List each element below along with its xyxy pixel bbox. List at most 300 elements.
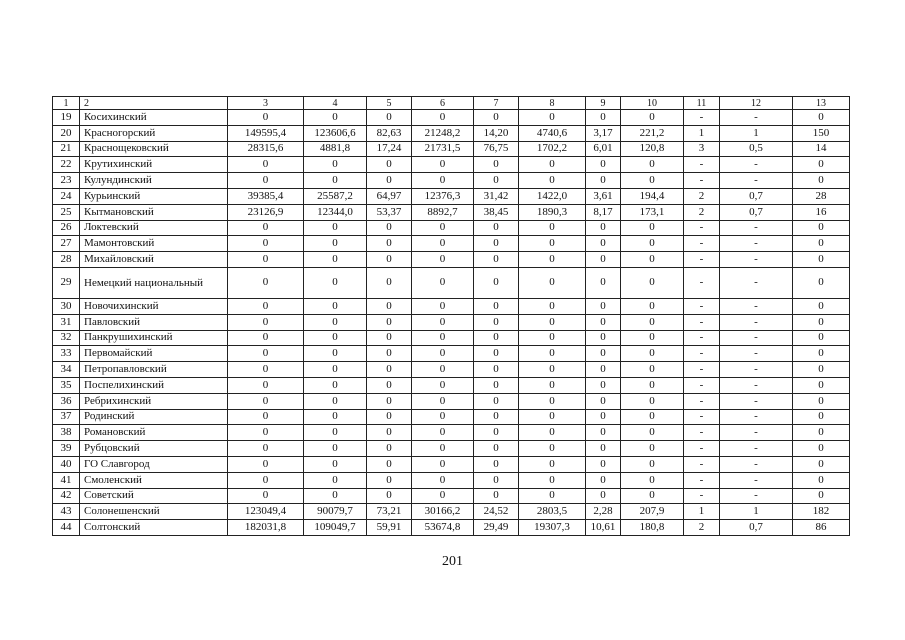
value-cell: 0 [474,314,519,330]
district-name-cell: ГО Славгород [80,456,228,472]
value-cell: 0 [228,377,304,393]
value-cell: 0 [304,252,367,268]
value-cell: 0 [304,425,367,441]
value-cell: - [684,472,720,488]
value-cell: 0 [228,393,304,409]
value-cell: 13 [793,97,850,110]
value-cell: - [720,220,793,236]
value-cell: 207,9 [621,504,684,520]
value-cell: 0 [793,472,850,488]
row-number-cell: 40 [53,456,80,472]
value-cell: - [720,173,793,189]
district-name-cell: Кытмановский [80,204,228,220]
value-cell: 123606,6 [304,125,367,141]
value-cell: 11 [684,97,720,110]
value-cell: 29,49 [474,520,519,536]
value-cell: 221,2 [621,125,684,141]
value-cell: 0 [474,267,519,298]
value-cell: 5 [367,97,412,110]
value-cell: 1 [720,504,793,520]
value-cell: 0 [793,441,850,457]
value-cell: 0 [367,425,412,441]
row-number-cell: 44 [53,520,80,536]
value-cell: - [684,409,720,425]
value-cell: 0 [304,267,367,298]
value-cell: 0 [586,252,621,268]
district-name-cell: Мамонтовский [80,236,228,252]
value-cell: 0 [367,173,412,189]
value-cell: - [720,330,793,346]
table-row [53,488,850,504]
value-cell: 0 [519,393,586,409]
district-name-cell: Кулундинский [80,173,228,189]
value-cell: 4740,6 [519,125,586,141]
value-cell: 0 [304,409,367,425]
row-number-cell: 24 [53,188,80,204]
value-cell: 0 [304,314,367,330]
value-cell: 0 [519,267,586,298]
value-cell: 0 [304,220,367,236]
value-cell: 0 [621,236,684,252]
value-cell: 0 [621,441,684,457]
value-cell: 28315,6 [228,141,304,157]
value-cell: 0 [228,472,304,488]
value-cell: 0 [621,110,684,126]
value-cell: 0 [519,472,586,488]
value-cell: 23126,9 [228,204,304,220]
row-number-cell: 1 [53,97,80,110]
value-cell: 0 [412,314,474,330]
value-cell: 0 [228,252,304,268]
district-name-cell: Локтевский [80,220,228,236]
value-cell: 0 [474,472,519,488]
value-cell: - [720,267,793,298]
value-cell: 173,1 [621,204,684,220]
table-row [53,141,850,157]
value-cell: 0 [586,472,621,488]
row-number-cell: 23 [53,173,80,189]
district-name-cell: Красногорский [80,125,228,141]
value-cell: - [720,425,793,441]
row-number-cell: 30 [53,298,80,314]
value-cell: 0 [474,236,519,252]
value-cell: 0 [474,456,519,472]
value-cell: 0 [474,409,519,425]
value-cell: - [720,441,793,457]
value-cell: - [684,298,720,314]
district-name-cell: Петропавловский [80,362,228,378]
value-cell: - [684,362,720,378]
table-row [53,456,850,472]
value-cell: 0 [367,377,412,393]
table-row [53,298,850,314]
value-cell: 39385,4 [228,188,304,204]
value-cell: 0 [621,377,684,393]
value-cell: 0 [474,377,519,393]
value-cell: 0 [228,425,304,441]
value-cell: 0 [621,472,684,488]
value-cell: 17,24 [367,141,412,157]
value-cell: 0 [519,298,586,314]
value-cell: - [720,252,793,268]
value-cell: 0 [474,220,519,236]
value-cell: 0 [412,346,474,362]
value-cell: 0 [586,110,621,126]
value-cell: - [720,298,793,314]
value-cell: 0 [793,346,850,362]
value-cell: - [720,110,793,126]
table-row [53,377,850,393]
value-cell: - [684,110,720,126]
value-cell: 64,97 [367,188,412,204]
value-cell: - [684,441,720,457]
value-cell: 16 [793,204,850,220]
row-number-cell: 28 [53,252,80,268]
value-cell: 0 [519,110,586,126]
row-number-cell: 29 [53,267,80,298]
value-cell: 0 [228,298,304,314]
row-number-cell: 33 [53,346,80,362]
district-name-cell: Смоленский [80,472,228,488]
value-cell: 0 [793,425,850,441]
value-cell: 0 [412,298,474,314]
value-cell: 1 [684,504,720,520]
value-cell: 0 [367,252,412,268]
value-cell: 0 [304,298,367,314]
value-cell: 0 [793,330,850,346]
district-name-cell: Михайловский [80,252,228,268]
value-cell: 0 [586,330,621,346]
table-row [53,252,850,268]
table-row [53,236,850,252]
value-cell: 0 [412,472,474,488]
value-cell: 0 [474,298,519,314]
value-cell: 0 [519,488,586,504]
value-cell: 0 [367,488,412,504]
value-cell: 3 [684,141,720,157]
value-cell: 0 [586,346,621,362]
value-cell: 0 [304,236,367,252]
value-cell: 0 [228,346,304,362]
district-name-cell: Краснощековский [80,141,228,157]
value-cell: 0 [586,220,621,236]
district-name-cell: Рубцовский [80,441,228,457]
value-cell: 0 [304,173,367,189]
value-cell: 0 [519,236,586,252]
page-number: 201 [442,554,463,569]
row-number-cell: 36 [53,393,80,409]
table-row [53,425,850,441]
table-row [53,504,850,520]
value-cell: 0 [621,425,684,441]
value-cell: 0 [519,346,586,362]
district-name-cell: 2 [80,97,228,110]
value-cell: 6,01 [586,141,621,157]
value-cell: 0 [586,314,621,330]
value-cell: 0 [228,362,304,378]
value-cell: 0 [412,157,474,173]
value-cell: 0 [793,488,850,504]
value-cell: 0 [586,377,621,393]
district-name-cell: Крутихинский [80,157,228,173]
value-cell: 10 [621,97,684,110]
row-number-cell: 42 [53,488,80,504]
value-cell: - [684,157,720,173]
value-cell: 0 [412,425,474,441]
value-cell: 0 [586,425,621,441]
value-cell: 25587,2 [304,188,367,204]
value-cell: - [684,346,720,362]
value-cell: 194,4 [621,188,684,204]
value-cell: 0 [367,157,412,173]
value-cell: 0 [367,456,412,472]
value-cell: 31,42 [474,188,519,204]
value-cell: 0 [793,393,850,409]
value-cell: 0 [474,393,519,409]
value-cell: 0 [621,220,684,236]
value-cell: 0,7 [720,520,793,536]
row-number-cell: 25 [53,204,80,220]
value-cell: 0 [367,346,412,362]
value-cell: 86 [793,520,850,536]
value-cell: - [684,252,720,268]
value-cell: 2 [684,520,720,536]
district-name-cell: Первомайский [80,346,228,362]
value-cell: 3 [228,97,304,110]
value-cell: 0 [586,393,621,409]
value-cell: 0 [228,220,304,236]
row-number-cell: 22 [53,157,80,173]
district-name-cell: Павловский [80,314,228,330]
value-cell: 0 [519,157,586,173]
value-cell: 0 [519,252,586,268]
table-row [53,267,850,298]
value-cell: 0 [621,409,684,425]
value-cell: - [684,393,720,409]
value-cell: 4 [304,97,367,110]
value-cell: 0 [793,220,850,236]
table-row [53,314,850,330]
value-cell: - [684,456,720,472]
district-name-cell: Поспелихинский [80,377,228,393]
table-row [53,330,850,346]
value-cell: 0 [621,314,684,330]
row-number-cell: 38 [53,425,80,441]
value-cell: 0 [793,314,850,330]
value-cell: 0 [367,267,412,298]
table-row [53,173,850,189]
value-cell: 0 [412,220,474,236]
value-cell: 1702,2 [519,141,586,157]
value-cell: 182031,8 [228,520,304,536]
value-cell: 0 [621,330,684,346]
value-cell: 0 [793,173,850,189]
data-table [52,96,850,536]
value-cell: 38,45 [474,204,519,220]
value-cell: - [720,314,793,330]
value-cell: 0 [304,441,367,457]
value-cell: 0 [586,409,621,425]
value-cell: 0 [621,393,684,409]
value-cell: 109049,7 [304,520,367,536]
value-cell: 0,7 [720,204,793,220]
value-cell: 0 [793,456,850,472]
value-cell: 8,17 [586,204,621,220]
value-cell: 0 [304,393,367,409]
value-cell: 0 [793,267,850,298]
value-cell: 0 [586,267,621,298]
value-cell: 0 [304,157,367,173]
table-row [53,520,850,536]
district-name-cell: Родинский [80,409,228,425]
value-cell: 0 [412,267,474,298]
value-cell: 0 [228,236,304,252]
value-cell: 0 [367,298,412,314]
district-name-cell: Солонешенский [80,504,228,520]
value-cell: 0 [304,110,367,126]
value-cell: 180,8 [621,520,684,536]
value-cell: 0 [519,330,586,346]
value-cell: 3,61 [586,188,621,204]
district-name-cell: Ребрихинский [80,393,228,409]
value-cell: 12376,3 [412,188,474,204]
value-cell: 0 [474,346,519,362]
value-cell: 14,20 [474,125,519,141]
table-row [53,472,850,488]
value-cell: - [720,362,793,378]
value-cell: 0 [621,346,684,362]
row-number-cell: 35 [53,377,80,393]
value-cell: 0 [304,346,367,362]
value-cell: 6 [412,97,474,110]
table-body [53,97,850,536]
value-cell: 0 [474,110,519,126]
value-cell: 12344,0 [304,204,367,220]
value-cell: 8 [519,97,586,110]
value-cell: 0 [412,236,474,252]
value-cell: 0 [412,456,474,472]
value-cell: 7 [474,97,519,110]
value-cell: 0 [228,330,304,346]
value-cell: 1 [684,125,720,141]
row-number-cell: 32 [53,330,80,346]
value-cell: 0 [519,362,586,378]
value-cell: 0 [519,456,586,472]
value-cell: 30166,2 [412,504,474,520]
district-name-cell: Косихинский [80,110,228,126]
value-cell: 0 [621,488,684,504]
value-cell: 0 [367,409,412,425]
value-cell: 0 [519,173,586,189]
value-cell: 2,28 [586,504,621,520]
value-cell: 0 [412,173,474,189]
value-cell: 0 [474,441,519,457]
value-cell: 90079,7 [304,504,367,520]
row-number-cell: 26 [53,220,80,236]
value-cell: 0 [367,314,412,330]
value-cell: 0 [367,110,412,126]
value-cell: 182 [793,504,850,520]
value-cell: 0 [586,362,621,378]
value-cell: 0 [519,314,586,330]
value-cell: 0 [474,425,519,441]
value-cell: 19307,3 [519,520,586,536]
value-cell: 0 [474,157,519,173]
row-number-cell: 39 [53,441,80,457]
value-cell: 0 [367,441,412,457]
district-name-cell: Солтонский [80,520,228,536]
value-cell: 0 [412,110,474,126]
value-cell: 0 [793,110,850,126]
value-cell: 120,8 [621,141,684,157]
value-cell: 59,91 [367,520,412,536]
table-row [53,220,850,236]
district-name-cell: Немецкий национальный [80,267,228,298]
table-row [53,346,850,362]
row-number-cell: 27 [53,236,80,252]
value-cell: 0 [228,157,304,173]
value-cell: 0 [519,409,586,425]
value-cell: 0,5 [720,141,793,157]
value-cell: 0 [586,456,621,472]
value-cell: - [684,236,720,252]
row-number-cell: 31 [53,314,80,330]
value-cell: 21248,2 [412,125,474,141]
value-cell: 0 [586,298,621,314]
table-row [53,204,850,220]
value-cell: 9 [586,97,621,110]
value-cell: - [720,409,793,425]
value-cell: 0 [621,173,684,189]
value-cell: 0 [586,488,621,504]
column-number-header-row [53,97,850,110]
value-cell: 149595,4 [228,125,304,141]
value-cell: 0 [228,267,304,298]
value-cell: 0 [621,157,684,173]
value-cell: 21731,5 [412,141,474,157]
value-cell: 0 [621,267,684,298]
value-cell: 14 [793,141,850,157]
table-row [53,393,850,409]
value-cell: 0 [412,409,474,425]
value-cell: 0 [519,220,586,236]
district-name-cell: Советский [80,488,228,504]
row-number-cell: 43 [53,504,80,520]
value-cell: 8892,7 [412,204,474,220]
value-cell: 0 [304,456,367,472]
table-row [53,188,850,204]
value-cell: - [720,236,793,252]
value-cell: 0 [793,409,850,425]
value-cell: 0 [474,173,519,189]
value-cell: 4881,8 [304,141,367,157]
value-cell: - [720,377,793,393]
value-cell: 0 [412,362,474,378]
value-cell: 123049,4 [228,504,304,520]
value-cell: 0 [228,456,304,472]
row-number-cell: 19 [53,110,80,126]
value-cell: 10,61 [586,520,621,536]
value-cell: 76,75 [474,141,519,157]
table-row [53,110,850,126]
value-cell: 0 [519,377,586,393]
value-cell: 2 [684,188,720,204]
value-cell: - [684,330,720,346]
value-cell: 1890,3 [519,204,586,220]
value-cell: 0 [793,236,850,252]
value-cell: 3,17 [586,125,621,141]
value-cell: 0 [367,362,412,378]
